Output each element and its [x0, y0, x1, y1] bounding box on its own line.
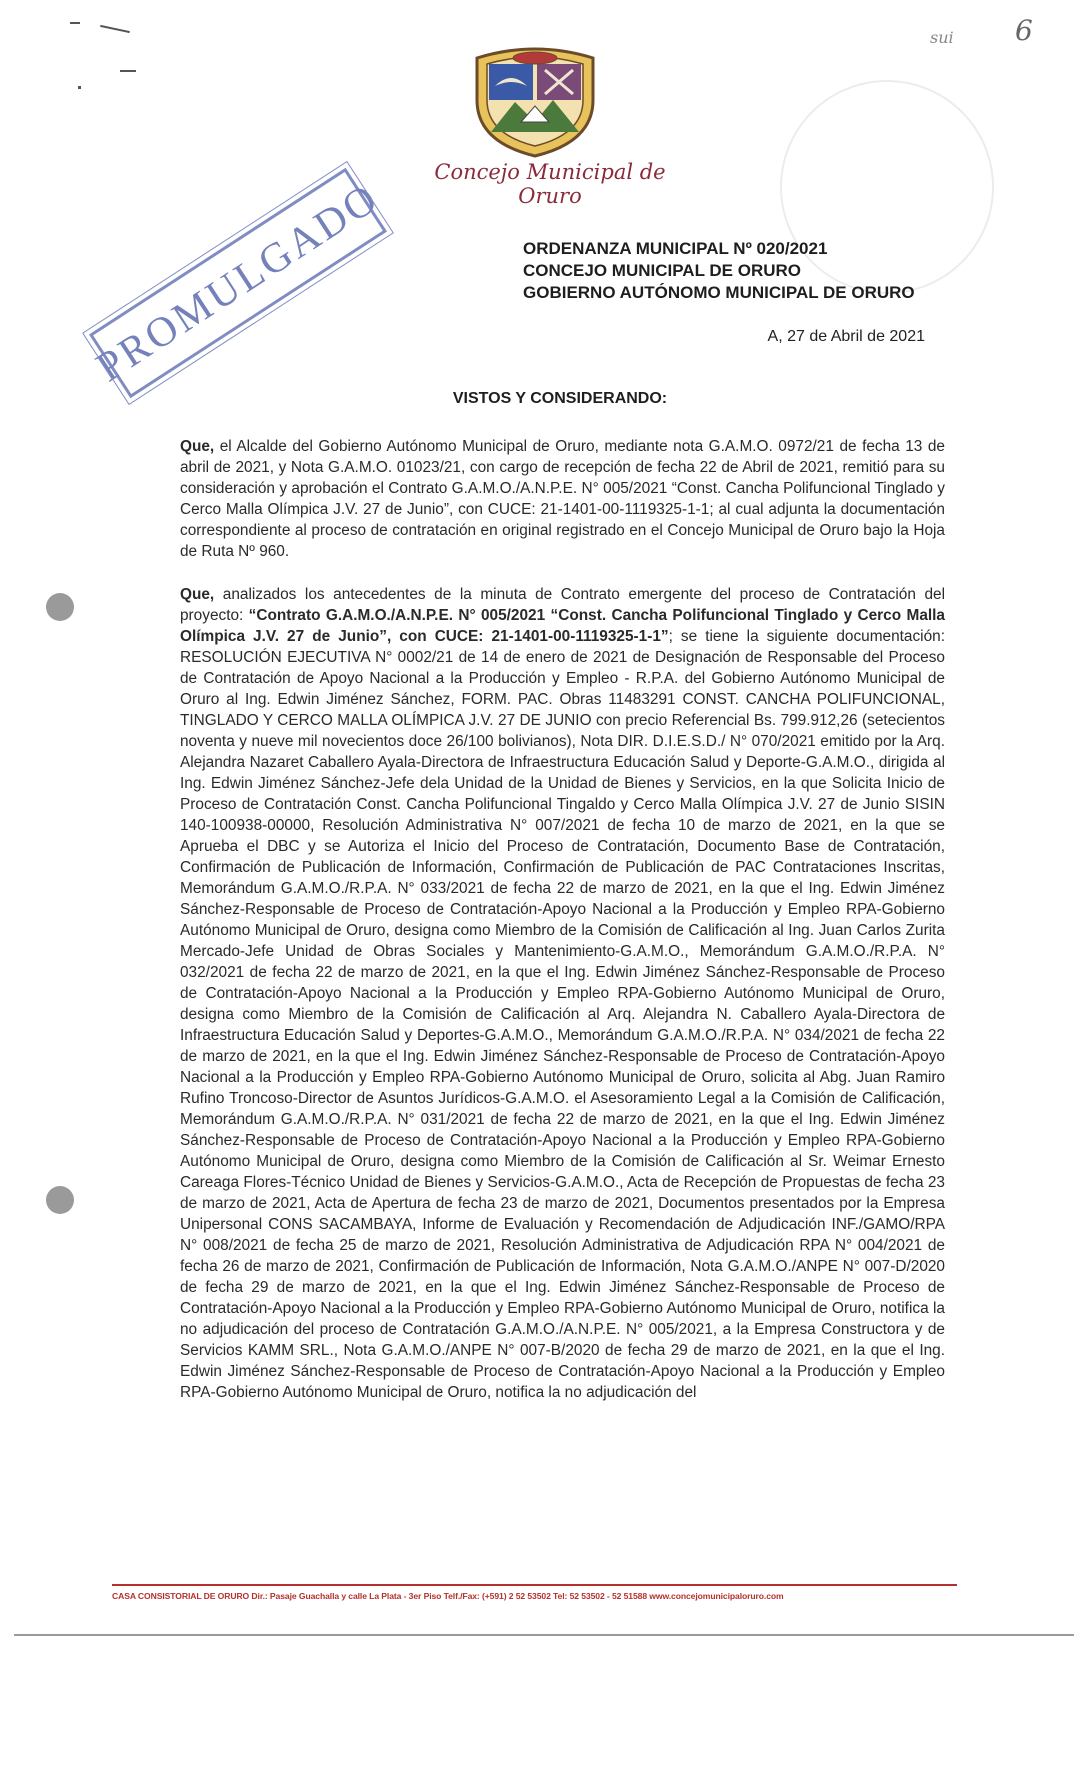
- council-name: CONCEJO MUNICIPAL DE ORURO: [523, 261, 802, 280]
- institution-script-logo: Concejo Municipal de Oruro: [434, 160, 666, 208]
- scan-mark: [120, 70, 136, 72]
- scan-bottom-edge: [14, 1634, 1074, 1636]
- paragraph-considerando-1: [180, 436, 945, 562]
- paragraph-lead: Que,: [180, 586, 215, 603]
- paragraph-lead: Que,: [180, 438, 215, 455]
- punch-hole: [46, 1186, 74, 1214]
- ordinance-number: ORDENANZA MUNICIPAL Nº 020/2021: [523, 239, 828, 258]
- handwritten-mark: sui: [930, 28, 954, 47]
- section-heading: VISTOS Y CONSIDERANDO:: [452, 390, 668, 407]
- scan-mark: [78, 86, 81, 89]
- promulgado-stamp: PROMULGADO: [89, 168, 387, 398]
- scan-mark: [70, 22, 80, 24]
- paragraph-text: el Alcalde del Gobierno Autónomo Municipal de Oruro, mediante nota G.A.M.O. 0972/21 de fecha 13 de abril de 2021, y Nota G.A.M.O. 01023/21, con cargo de recepción de fecha 22 de Abril de 2021, remitió para su consideración y aprobación el Contrato G.A.M.O./A.N.P.E. N° 005/2021 “Const. Cancha Polifuncional Tinglado y Cerco Malla Olímpica J.V. 27 de Junio”, con CUCE: 21-1401-00-1119325-1-1; al cual adjunta la documentación correspondiente al proceso de contratación en original registrado en el Concejo Municipal de Oruro bajo la Hoja de Ruta Nº 960.: [180, 438, 945, 560]
- paragraph-text: ; se tiene la siguiente documentación: RESOLUCIÓN EJECUTIVA N° 0002/21 de 14 de enero de 2021 de Designación de Responsable del Proceso de Contratación de Apoyo Nacional a la Producción y Empleo - R.P.A. del Gobierno Autónomo Municipal de Oruro al Ing. Edwin Jiménez Sánchez, FORM. PAC. Obras 11483291 CONST. CANCHA POLIFUNCIONAL, TINGLADO Y CERCO MALLA OLÍMPICA J.V. 27 DE JUNIO con precio Referencial Bs. 799.912,26 (setecientos noventa y nueve mil novecientos doce 26/100 bolivianos), Nota DIR. D.I.E.S.D./ N° 070/2021 emitido por la Arq. Alejandra Nazaret Caballero Ayala-Directora de Infraestructura Educación Salud y Deporte-G.A.M.O., dirigida al Ing. Edwin Jiménez Sánchez-Jefe dela Unidad de la Unidad de Bienes y Servicios, en la que Solicita Inicio de Proceso de Contratación Const. Cancha Polifuncional Tingaldo y Cerco Malla Olímpica J.V. 27 de Junio SISIN 140-100938-00000, Resolución Administrativa N° 007/2021 de fecha 10 de marzo de 2021, en la que se Aprueba el DBC y se Autoriza el Inicio del Proceso de Contratación, Documento Base de Contratación, Confirmación de Publicación de Información, Confirmación de Publicación de PAC Contrataciones Inscritas, Memorándum G.A.M.O./R.P.A. N° 033/2021 de fecha 22 de marzo de 2021, en la que el Ing. Edwin Jiménez Sánchez-Responsable de Proceso de Contratación-Apoyo Nacional a la Producción y Empleo RPA-Gobierno Autónomo Municipal de Oruro, designa como Miembro de la Comisión de Calificación al Ing. Juan Carlos Zurita Mercado-Jefe Unidad de Obras Sociales y Mantenimiento-G.A.M.O., Memorándum G.A.M.O./R.P.A. N° 032/2021 de fecha 22 de marzo de 2021, en la que el Ing. Edwin Jiménez Sánchez-Responsable de Proceso de Contratación-Apoyo Nacional a la Producción y Empleo RPA-Gobierno Autónomo Municipal de Oruro, designa como Miembro de la Comisión de Calificación al Arq. Alejandra N. Caballero Ayala-Directora de Infraestructura Educación Salud y Deportes-G.A.M.O., Memorándum G.A.M.O./R.P.A. N° 034/2021 de fecha 22 de marzo de 2021, en la que el Ing. Edwin Jiménez Sánchez-Responsable de Proceso de Contratación-Apoyo Nacional a la Producción y Empleo RPA-Gobierno Autónomo Municipal de Oruro, solicita al Abg. Juan Ramiro Rufino Troncoso-Director de Asuntos Jurídicos-G.A.M.O. el Asesoramiento Legal a la Comisión de Calificación, Memorándum G.A.M.O./R.P.A. N° 031/2021 de fecha 22 de marzo de 2021, en la que el Ing. Edwin Jiménez Sánchez-Responsable de Proceso de Contratación-Apoyo Nacional a la Producción y Empleo RPA-Gobierno Autónomo Municipal de Oruro, designa como Miembro de la Comisión de Calificación al Sr. Weimar Ernesto Careaga Flores-Técnico Unidad de Bienes y Servicios-G.A.M.O., Acta de Recepción de Propuestas de fecha 23 de marzo de 2021, Acta de Apertura de fecha 23 de marzo de 2021, Documentos presentados por la Empresa Unipersonal CONS SACAMBAYA, Informe de Evaluación y Recomendación de Adjudicación INF./GAMO/RPA N° 008/2021 de fecha 25 de marzo de 2021, Resolución Administrativa de Adjudicación RPA N° 004/2021 de fecha 26 de marzo de 2021, Confirmación de Publicación de Información, Nota G.A.M.O./ANPE N° 007-D/2020 de fecha 29 de marzo de 2021, en la que el Ing. Edwin Jiménez Sánchez-Responsable de Proceso de Contratación-Apoyo Nacional a la Producción y Empleo RPA-Gobierno Autónomo Municipal de Oruro, notifica la no adjudicación del proceso de Contratación G.A.M.O./A.N.P.E. N° 005/2021, a la Empresa Constructora y de Servicios KAMM SRL., Nota G.A.M.O./ANPE N° 007-B/2020 de fecha 29 de marzo de 2021, en la que el Ing. Edwin Jiménez Sánchez-Responsable de Proceso de Contratación-Apoyo Nacional a la Producción y Empleo RPA-Gobierno Autónomo Municipal de Oruro, notifica la no adjudicación del: [180, 628, 945, 1401]
- paragraph-intro: analizados los antecedentes de la minuta de Contrato emergente del proceso de Contratación del proyecto:: [180, 586, 945, 624]
- footer-rule: [112, 1584, 957, 1586]
- municipal-crest-icon: [465, 30, 605, 160]
- document-date: A, 27 de Abril de 2021: [767, 328, 925, 345]
- handwritten-page-number: 6: [1015, 14, 1033, 47]
- government-name: GOBIERNO AUTÓNOMO MUNICIPAL DE ORURO: [523, 283, 915, 302]
- contract-reference: “Contrato G.A.M.O./A.N.P.E. N° 005/2021 “Const. Cancha Polifuncional Tinglado y Cerco Malla Olímpica J.V. 27 de Junio”, con CUCE: 21-1401-00-1119325-1-1”: [180, 607, 945, 645]
- paragraph-considerando-2: [180, 584, 945, 1403]
- document-header: [523, 238, 973, 304]
- scan-mark: [100, 25, 130, 33]
- punch-hole: [46, 593, 74, 621]
- footer-address: CASA CONSISTORIAL DE ORURO Dir.: Pasaje Guachalla y calle La Plata - 3er Piso Telf./Fax: (+591) 2 52 53502 Tel: 52 53502 - 52 51588 www.concejomunicipaloruro.com: [112, 1591, 784, 1601]
